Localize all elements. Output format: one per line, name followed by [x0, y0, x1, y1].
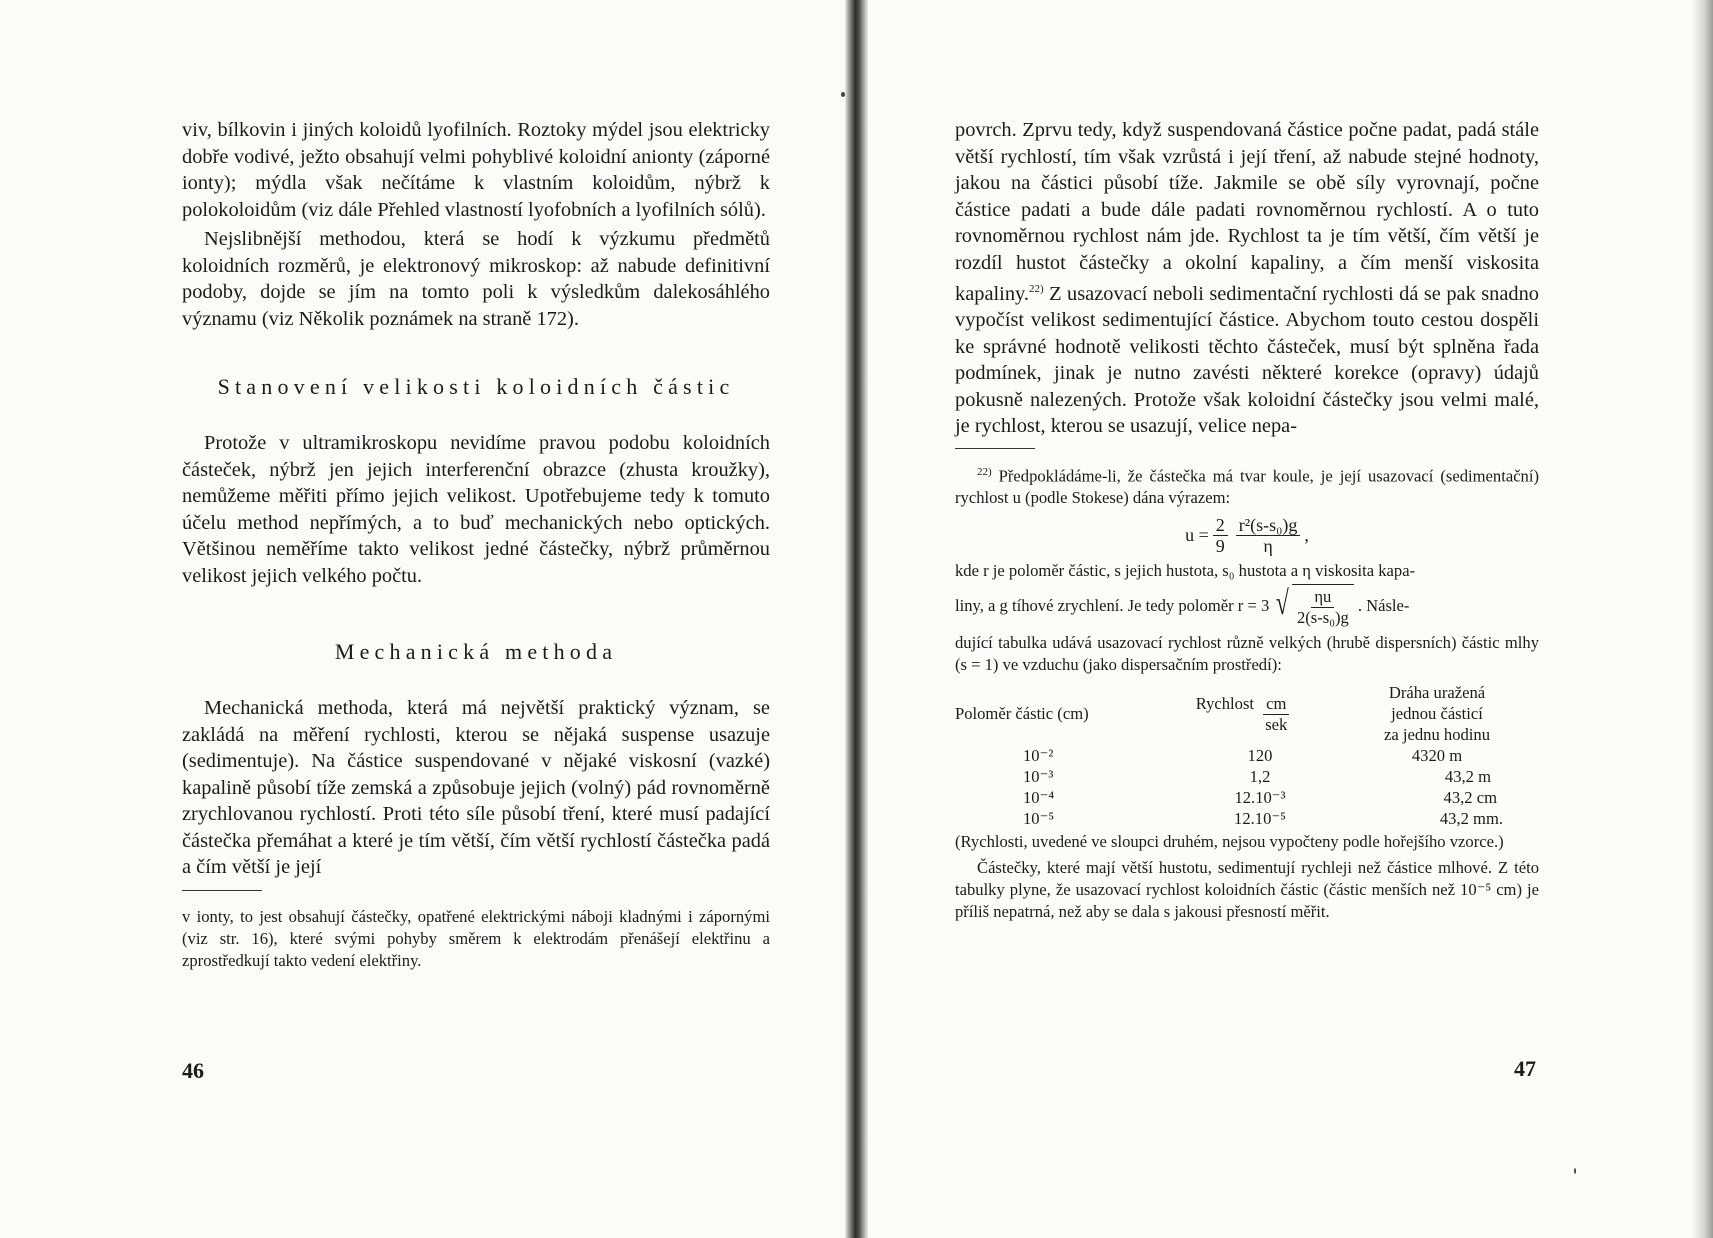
section-heading-mechanical-method: Mechanická methoda: [334, 639, 618, 664]
left-paragraph-3: Protože v ultramikroskopu nevidíme pravou podobu koloidních částeček, nýbrž jen jejich interferenční obrazce (zhusta kroužky), nemůžeme měřiti přímo jejich velikost. Upotřebujeme tedy k tomuto účelu method nepřímých, a to buď mechanických nebo optických. Většinou neměříme takto velikost jedné částečky, nýbrž průměrnou velikost jejich velkého počtu.: [182, 432, 770, 587]
formula-den-a: 9: [1215, 536, 1225, 557]
radius-formula-end: . Násle-: [1357, 596, 1410, 616]
formula-end: ,: [1304, 525, 1309, 546]
footnote-reference-22: 22): [1029, 283, 1044, 295]
formula-num-a: 2: [1213, 515, 1228, 536]
footnote-22-intro: [955, 461, 1539, 510]
right-text-column: [955, 117, 1539, 923]
left-paragraph-2: Nejslibnější methodou, která se hodí k výzkumu předmětů koloidních rozměrů, je elektronový mikroskop: až nabude definitivní podoby, dojde se jím na tomto poli k výsledkům dalekosáhlého významu (viz Několik poznámek na straně 172).: [182, 228, 770, 330]
table-header-distance-l3: za jednu hodinu: [1384, 725, 1490, 745]
speed-unit-den: sek: [1265, 714, 1288, 734]
right-paragraph-1-after: Z usazovací neboli sedimentační rychlosti dá se pak snadno vypočíst velikost sedimentující částice. Abychom touto cestou dospěli ke správné hodnotě velikosti těchto částeček, musí být splněna řada podmínek, jinak je nutno zavésti některé korekce (opravy) údajů pokusně nalezených. Protože však koloidní částečky jsou velmi malé, je rychlost, kterou se usazují, velice nepa-: [955, 282, 1539, 438]
table-row: [955, 787, 1539, 808]
radicand-den: 2(s-s₀)g: [1296, 608, 1349, 628]
table-cell-distance: 43,2 m: [1444, 767, 1491, 787]
scan-speck: [1574, 1168, 1576, 1174]
footnote-closing: Částečky, které mají větší hustotu, sedimentují rychleji než částice mlhové. Z této tabulky plyne, že usazovací rychlost koloidních částic (částic menších než 10⁻⁵ cm) je příliš nepatrná, než aby se dala s jakousi přesností měřit.: [955, 858, 1539, 922]
table-cell-radius: 10⁻⁴: [1023, 788, 1055, 808]
table-cell-distance: 43,2 cm: [1443, 788, 1497, 808]
formula-num-b: r²(s-s₀)g: [1236, 515, 1301, 536]
left-paragraph-1: viv, bílkovin i jiných koloidů lyofilních. Roztoky mýdel jsou elektricky dobře vodivé, ježto obsahují velmi pohyblivé koloidní anionty (záporné ionty); mýdla však nečítáme k vlastním koloidům, nýbrž k polokoloidům (viz dále Přehled vlastností lyofobních a lyofilních sólů).: [182, 119, 770, 221]
square-root-radicand: [1292, 584, 1354, 628]
left-text-column: [182, 117, 770, 972]
footnote-22-marker: 22): [977, 465, 992, 478]
table-row: [955, 745, 1539, 766]
table-header-speed-unit: [1262, 694, 1290, 735]
speed-unit-num: cm: [1263, 694, 1289, 715]
section-heading-size-determination: Stanovení velikosti koloidních částic: [217, 374, 735, 399]
formula-fraction-two-ninths: [1213, 515, 1228, 556]
radicand-fraction: [1294, 587, 1352, 628]
radius-formula-line: [955, 584, 1539, 628]
footnote-rule: [182, 890, 262, 891]
table-header-distance-l2: jednou částicí: [1391, 704, 1483, 724]
table-cell-radius: 10⁻³: [1023, 767, 1054, 787]
table-row: [955, 808, 1539, 829]
right-paragraph-1-before: povrch. Zprvu tedy, když suspendovaná částice počne padat, padá stále větší rychlostí, tím však vzrůstá i její tření, až nabude stejné hodnoty, jakou na částici působí tíže. Jakmile se obě síly vyrovnají, počne částice padati a bude dále padati rovnoměrnou rychlostí. A o tuto rovnoměrnou rychlost nám jde. Rychlost ta je tím větší, čím větší je rozdíl hustot částečky a okolní kapaliny, a čím menší viskosita kapaliny.: [955, 119, 1539, 305]
footnote-where-line: kde r je poloměr částic, s jejich hustota, s₀ hustota a η viskosita kapa-: [955, 561, 1416, 581]
left-footnote: v ionty, to jest obsahují částečky, opatřené elektrickými náboji kladnými i zápornými (viz str. 16), které svými pohyby směrem k elektrodám přenášejí elektřinu a zprostředkují takto vedení elektřiny.: [182, 906, 770, 970]
table-note: (Rychlosti, uvedené ve sloupci druhém, nejsou vypočteny podle hořejšího vzorce.): [955, 832, 1504, 852]
table-cell-speed: 1,2: [1249, 767, 1271, 787]
footnote-22-intro-text: Předpokládáme-li, že částečka má tvar koule, je její usazovací (sedimentační) rychlost u (podle Stokese) dána výrazem:: [955, 466, 1539, 508]
table-row: [955, 766, 1539, 787]
table-cell-distance: 43,2 mm.: [1439, 809, 1503, 829]
sedimentation-table: [955, 682, 1539, 829]
table-cell-speed: 120: [1247, 746, 1273, 766]
table-cell-distance: 4320 m: [1411, 746, 1463, 766]
table-cell-radius: 10⁻²: [1023, 746, 1054, 766]
table-cell-speed: 12.10⁻³: [1234, 788, 1286, 808]
formula-lhs: u =: [1185, 525, 1209, 546]
table-header-row: [955, 682, 1539, 745]
page-number-left: 46: [182, 1058, 204, 1083]
stokes-formula: [955, 515, 1539, 556]
square-root-expression: [1273, 584, 1354, 628]
book-gutter: [845, 0, 868, 1238]
scan-speck: [841, 92, 845, 97]
table-header-speed: [1155, 682, 1335, 745]
table-header-distance-l1: Dráha uražená: [1388, 683, 1486, 703]
right-page-edge: [1693, 0, 1713, 1238]
radius-formula-text: liny, a g tíhové zrychlení. Je tedy poloměr r = 3: [955, 596, 1270, 616]
table-header-speed-label: Rychlost: [1195, 693, 1255, 713]
formula-den-b: η: [1263, 536, 1273, 557]
table-intro: dující tabulka udává usazovací rychlost různě velkých (hrubě dispersních) částic mlhy (s = 1) ve vzduchu (jako dispersačním prostředí):: [955, 633, 1539, 675]
radicand-num: ηu: [1311, 587, 1334, 608]
right-footnote-rule: [955, 448, 1035, 449]
square-root-icon: √: [1276, 585, 1290, 623]
right-paragraph-1: [955, 117, 1539, 440]
table-header-distance: [1335, 682, 1539, 745]
page-number-right: 47: [1514, 1056, 1536, 1081]
left-page: [0, 0, 845, 1238]
table-header-radius: Poloměr částic (cm): [955, 704, 1089, 724]
table-cell-radius: 10⁻⁵: [1023, 809, 1055, 829]
table-cell-speed: 12.10⁻⁵: [1234, 809, 1286, 829]
formula-fraction-main: [1236, 515, 1301, 556]
left-paragraph-4: Mechanická methoda, která má největší praktický význam, se zakládá na měření rychlosti, kterou se nějaká suspense usazuje (sedimentuje). Na částice suspendované v nějaké viskosní (vazké) kapalině působí tíže zemská a způsobuje jejich (volný) pád rovnoměrně zrychlovanou rychlostí. Proti této síle působí tření, které musí padající částečka přemáhat a které je tím větší, čím větší rychlostí částečka padá a čím větší je její: [182, 697, 770, 878]
right-footnote: [955, 461, 1539, 924]
